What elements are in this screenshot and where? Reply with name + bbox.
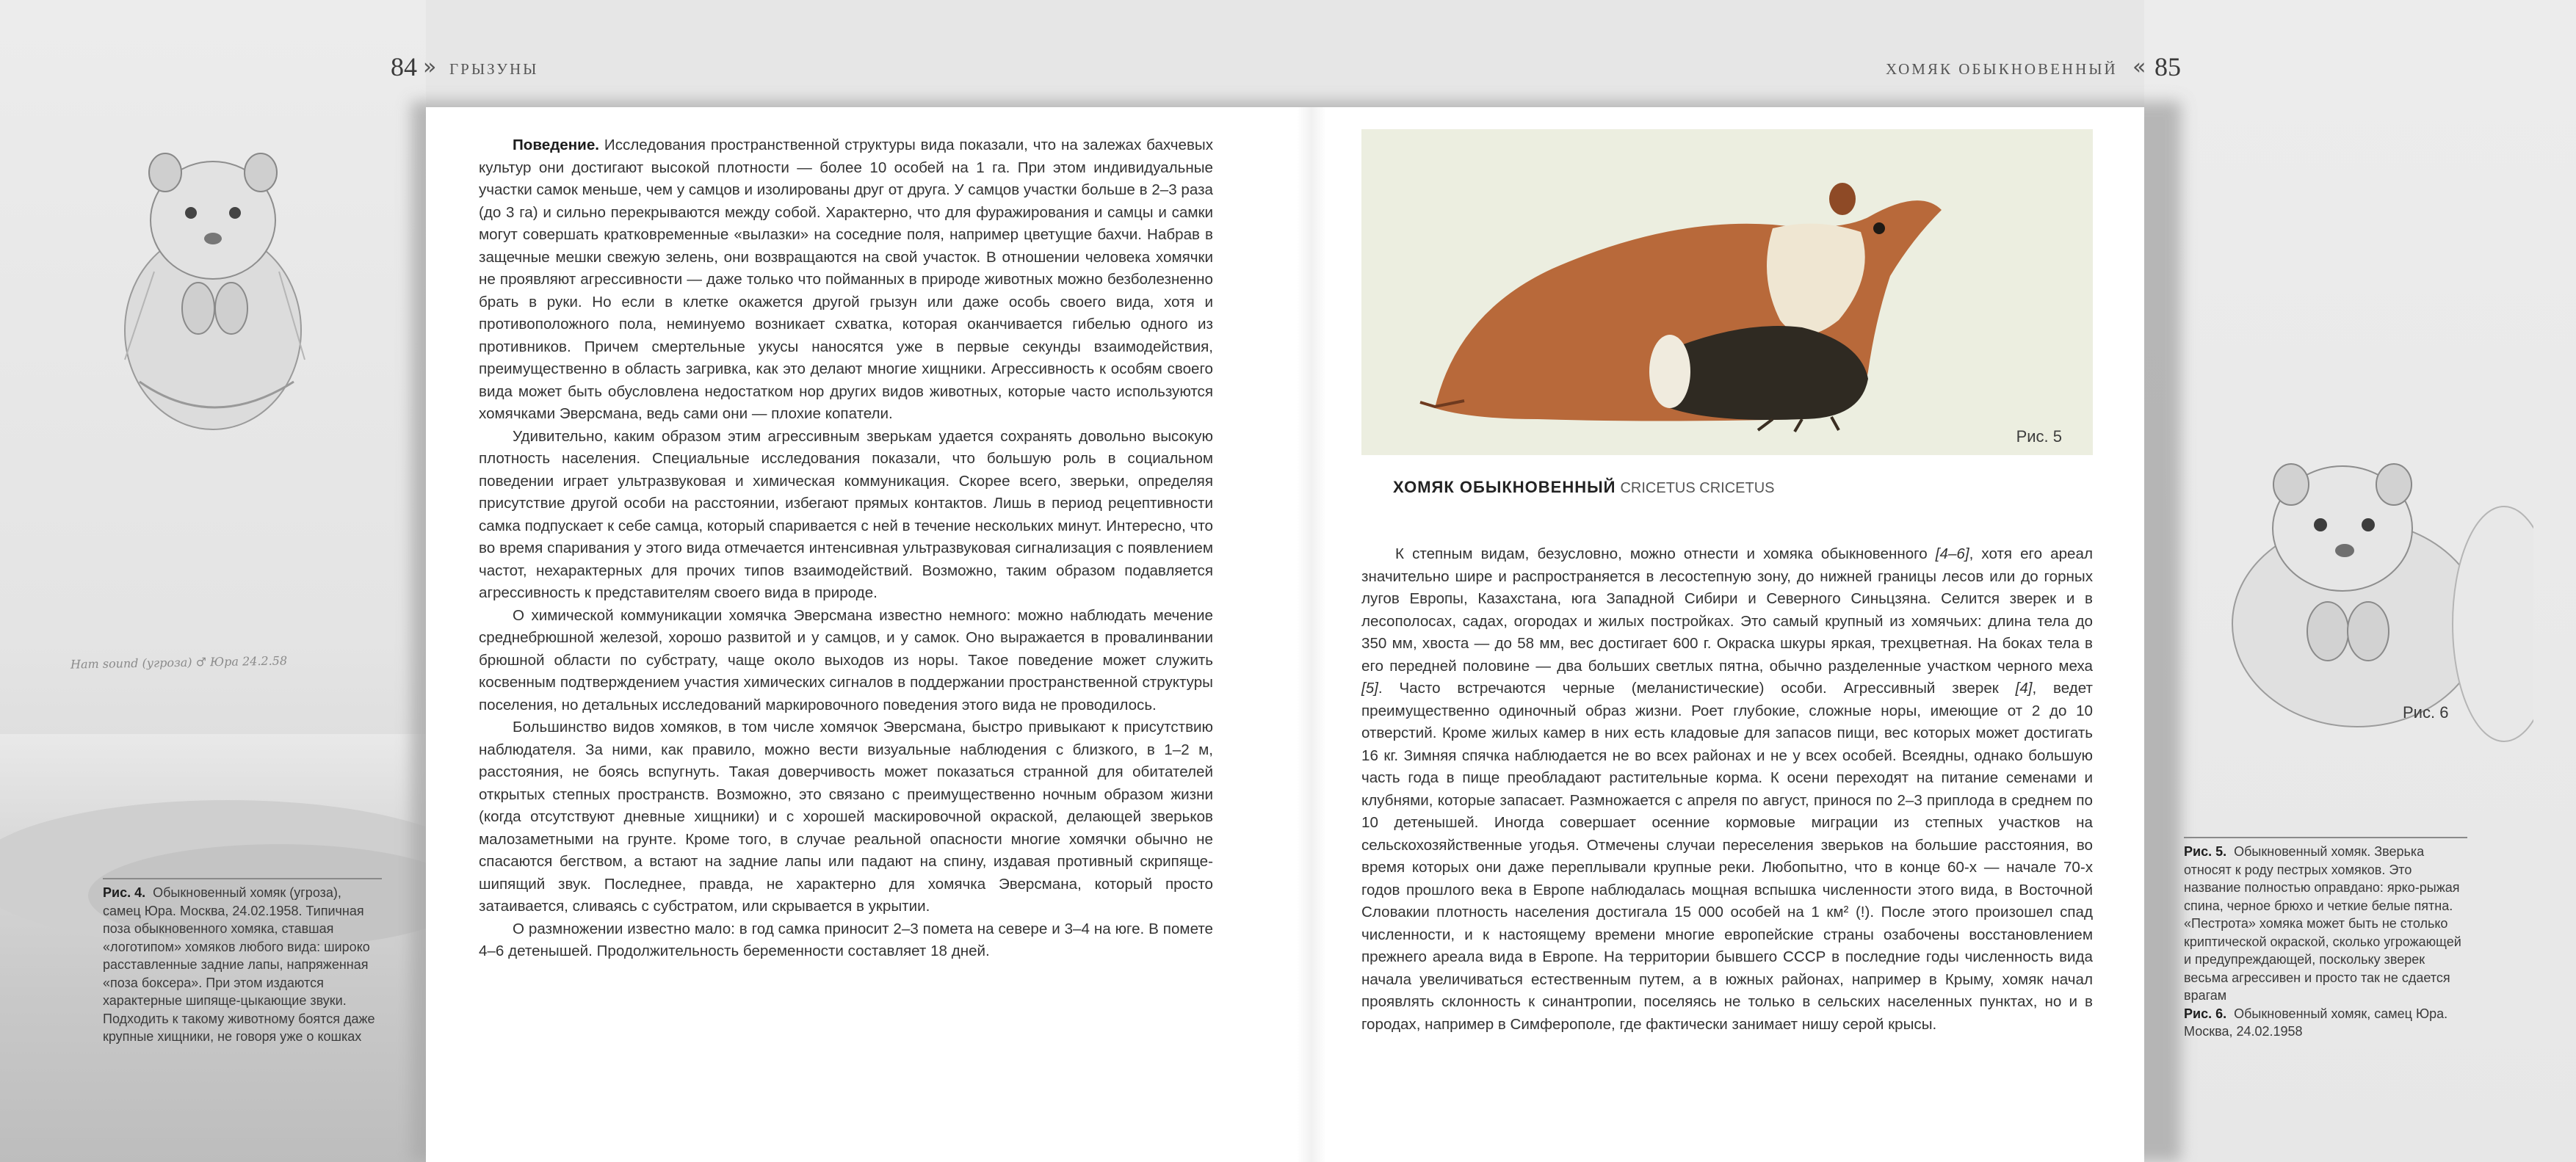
figure5-label: Рис. 5 (2016, 427, 2062, 446)
species-latin-name: CRICETUS CRICETUS (1620, 480, 1775, 496)
citation-ref: [5] (1361, 680, 1378, 697)
caption-rule (103, 878, 382, 879)
right-header-arrow: « (2132, 54, 2146, 80)
sketch-handwriting: Ham sound (угроза) ♂ Юра 24.2.58 (70, 653, 288, 672)
right-page-number: 85 (2154, 52, 2181, 81)
hamster-illustration-icon (1361, 129, 2093, 455)
figure6-label: Рис. 6 (2403, 703, 2449, 722)
paragraph: О размножении известно мало: в год самка приносит 2–3 помета на севере и 3–4 на юге. В помете 4–6 детенышей. Продолжительность беременности составляет 18 дней. (479, 920, 1213, 959)
paragraph-text: , хотя его ареал значительно шире и распространяется в лесостепную зону, до нижней границы лесов или до горных лугов Европы, Казахстана, юга Западной Сибири и Северного Синьцзяна. Селится зверек и в лесополосах, садах, огородах и жилых постройках. Это самый крупный из хомячьих: длина тела до 350 мм, хвоста — до 58 мм, вес достигает 600 г. Окраска шкуры яркая, трехцветная. На боках тела в его передней половине — два больших светлых пятна, обычно разделенные участком черного меха (1361, 545, 2093, 675)
paragraph (1361, 543, 2093, 1036)
paragraph-text: Исследования пространственной структуры вида показали, что на залежах бахчевых культур они достигают высокой плотности — более 10 особей на 1 га. При этом индивидуальные участки самок меньше, чем у самцов и изолированы друг от друга. У самцов участки больше в 2–3 раза (до 3 га) и сильно перекрываются между собой. Характерно, что для фуражирования и самцы и самки могут совершать кратковременные «вылазки» на соседние поля, например цветущие бахчи. Набрав в защечные мешки свежую зелень, они возвращаются на свой участок. В отношении человека хомячки не проявляют агрессивности — даже только что пойманных в природе животных можно безболезненно брать в руки. Но если в клетке окажется другой грызун или даже особь своего вида, хотя и противоположного пола, неминуемо возникает схватка, которая оканчивается гибелью одного из противников. Причем смертельные укусы наносятся уже в первые секунды взаимодействия, преимущественно в область загривка, как это делают многие хищники. Агрессивность к особям своего вида может быть обусловлена недостатком нор других видов животных, которые часто используются хомячками Эверсмана, ведь сами они — плохие копатели. (479, 137, 1213, 422)
figure5-caption (2184, 843, 2467, 1041)
figure5-hamster-illustration (1361, 129, 2093, 455)
paragraph: Большинство видов хомяков, в том числе хомячок Эверсмана, быстро привыкают к присутствию наблюдателя. За ними, как правило, можно вести визуальные наблюдения с близкого, в 1–2 м, расстояния, не боясь вспугнуть. Такая доверчивость может показаться странной для обитателей открытых степных пространств. Возможно, это связано с преимущественно ночным образом жизни (когда отсутствуют дневные хищники) и с хорошей маскировочной окраской, делающей зверьков малозаметными на грунте. Кроме того, в случае реальной опасности многие хомячки обычно не спасаются бегством, а встают на задние лапы или падают на спину, издавая противный скрипяще-шипящий звук. Последнее, правда, не характерно для хомячка Эверсмана, который просто затаивается, сливаясь с субстратом, или скрывается в укрытии. (479, 719, 1213, 915)
left-text-column (479, 134, 1213, 963)
caption-label: Рис. 4. (103, 885, 146, 900)
paragraph: Удивительно, каким образом этим агрессивным зверькам удается сохранять довольно высокую плотность населения. Специальные исследования показали, что большую роль в социальном поведении играет ультразвуковая и химическая коммуникация. Скорее всего, зверьки, определяя присутствие другой особи на расстоянии, избегают прямых контактов. Лишь в период рецептивности самка подпускает к себе самца, который спаривается с ней в течение нескольких минут. Интересно, что во время спаривания у этого вида отмечается интенсивная ультразвуковая сигнализация с появлением частот, нехарактерных для прочих типов взаимодействий. Возможно, таким образом подавляется агрессивность к представителям своего вида в природе. (479, 427, 1213, 601)
species-title (1393, 478, 1775, 497)
paragraph-text: , ведет преимущественно одиночный образ жизни. Роет глубокие, сложные норы, имеющие от 2 до 10 отверстий. Кроме жилых камер в них есть кладовые для запасов пищи, вес которых может достигать 16 кг. Зимняя спячка наблюдается не во всех районах и не у всех особей. Всеядны, однако большую часть года в пище преобладают растительные корма. К осени переходят на питание семенами и клубнями, которые запасает. Размножается с апреля по август, принося по 2–3 приплода в среднем по 10 детенышей. Иногда совершает осенние кормовые миграции из степных участков на сельскохозяйственные угодья. Отмечены случаи переселения зверьков на большие расстояния, во время которых они даже переплывали крупные реки. Любопытно, что в конце 60-х — начале 70-х годов прошлого века в Европе наблюдалась мощная вспышка численности этого вида, в Восточной Словакии плотность населения достигала 15 000 особей на 1 км² (!). После этого произошел спад численности, и к настоящему времени многие европейские страны озабочены восстановлением прежнего ареала вида в Европе. На территории бывшего СССР в последние годы численность вида начала увеличиваться естественным путем, а в южных районах, например в Крыму, хомяк начал проявлять склонность к синантропии, поселяясь не только в сельских населенных пунктах, но и в городах, например в Симферополе, где фактически занимает нишу серой крысы. (1361, 680, 2093, 1033)
left-page-number: 84 (391, 52, 417, 81)
left-header-arrow: » (423, 54, 437, 80)
citation-ref: [4–6] (1935, 545, 1969, 562)
left-running-head: ГРЫЗУНЫ (449, 60, 539, 78)
caption-text: Обыкновенный хомяк, самец Юра. Москва, 24.02.1958 (2184, 1006, 2448, 1039)
figure4-hamster-sketch (95, 139, 338, 433)
species-common-name: ХОМЯК ОБЫКНОВЕННЫЙ (1393, 478, 1616, 496)
figure4-caption (103, 884, 382, 1046)
caption-label: Рис. 6. (2184, 1006, 2227, 1021)
figure6-hamster-sketch (2196, 440, 2533, 749)
citation-ref: [4] (2015, 680, 2033, 697)
caption-label: Рис. 5. (2184, 844, 2227, 859)
right-text-column (1361, 543, 2093, 1036)
page-gutter (1297, 107, 1326, 1162)
caption-text: Обыкновенный хомяк. Зверька относят к роду пестрых хомяков. Это название полностью оправдано: ярко-рыжая спина, черное брюхо и четкие белые пятна. «Пестрота» хомяка может быть не столько криптической окраской, сколько угрожающей и предупреждающей, поскольку зверек весьма агрессивен и просто так не сдается врагам (2184, 844, 2461, 1003)
behavior-heading: Поведение. (513, 137, 600, 153)
paragraph-text: К степным видам, безусловно, можно отнести и хомяка обыкновенного (1395, 545, 1928, 562)
paragraph-text: . Часто встречаются черные (меланистические) особи. Агрессивный зверек (1378, 680, 1999, 697)
caption-text: Обыкновенный хомяк (угроза), самец Юра. Москва, 24.02.1958. Типичная поза обыкновенного хомяка, ставшая «логотипом» хомяков любого вида: широко расставленные задние лапы, напряженная «поза боксера». При этом издаются характерные шипяще-цыкающие звуки. Подходить к такому животному боятся даже крупные хищники, не говоря уже о кошках (103, 885, 375, 1044)
right-running-head: ХОМЯК ОБЫКНОВЕННЫЙ (1886, 60, 2118, 78)
paragraph: О химической коммуникации хомячка Эверсмана известно немного: можно наблюдать мечение среднебрюшной железой, хорошо развитой и у самцов, и у самок. Оно выражается в провалинвании брюшной области по субстрату, чаще около выходов из норы. Такое поведение может служить косвенным подтверждением участия химических сигналов в поддержании пространственной структуры поселения, но детальных исследований маркировочного поведения этого вида не проводилось. (479, 606, 1213, 713)
caption-rule (2184, 837, 2467, 838)
paragraph (479, 134, 1213, 426)
